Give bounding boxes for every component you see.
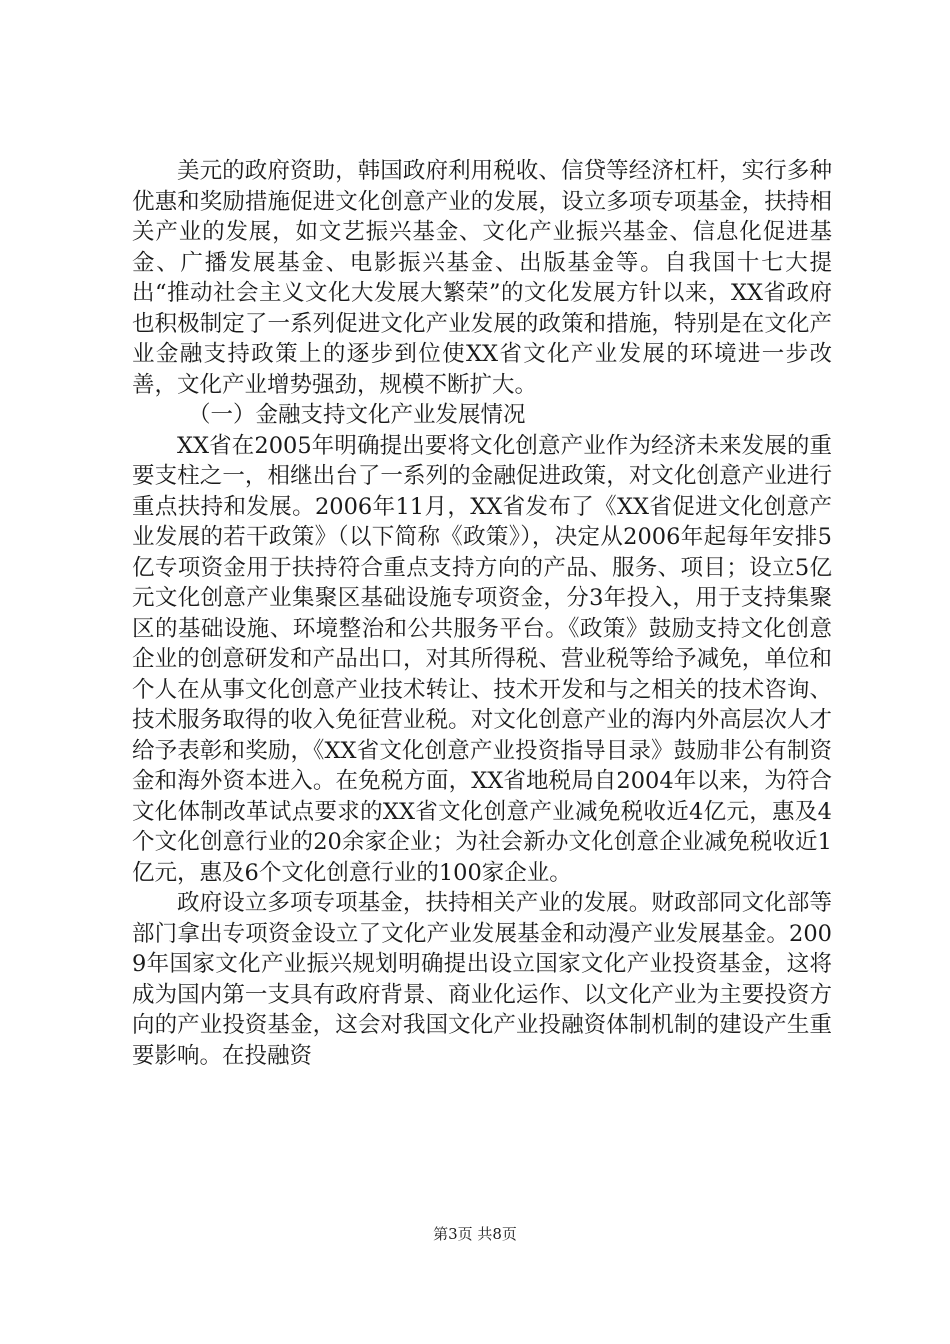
page-footer: 第3页 共8页: [433, 1225, 517, 1243]
paragraph-provincial-policy: XX省在2005年明确提出要将文化创意产业作为经济未来发展的重要支柱之一，相继出台了一系列的金融促进政策，对文化创意产业进行重点扶持和发展。2006年11月，XX省发布了《XX省促进文化创意产业发展的若干政策》（以下简称《政策》），决定从2006年起每年安排5亿专项资金用于扶持符合重点支持方向的产品、服务、项目；设立5亿元文化创意产业集聚区基础设施专项资金，分3年投入，用于支持集聚区的基础设施、环境整治和公共服务平台。《政策》鼓励支持文化创意企业的创意研发和产品出口，对其所得税、营业税等给予减免，单位和个人在从事文化创意产业技术转让、技术开发和与之相关的技术咨询、技术服务取得的收入免征营业税。对文化创意产业的海内外高层次人才给予表彰和奖励，《XX省文化创意产业投资指导目录》鼓励非公有制资金和海外资本进入。在免税方面，XX省地税局自2004年以来，为符合文化体制改革试点要求的XX省文化创意产业减免税收近4亿元，惠及4个文化创意行业的20余家企业；为社会新办文化创意企业减免税收近1亿元，惠及6个文化创意行业的100家企业。: [132, 432, 832, 886]
paragraph-korea-funds: 美元的政府资助，韩国政府利用税收、信贷等经济杠杆，实行多种优惠和奖励措施促进文化创意产业的发展，设立多项专项基金，扶持相关产业的发展，如文艺振兴基金、文化产业振兴基金、信息化促进基金、广播发展基金、电影振兴基金、出版基金等。自我国十七大提出“推动社会主义文化大发展大繁荣”的文化发展方针以来，XX省政府也积极制定了一系列促进文化产业发展的政策和措施，特别是在文化产业金融支持政策上的逐步到位使XX省文化产业发展的环境进一步改善，文化产业增势强劲，规模不断扩大。: [132, 158, 832, 398]
paragraph-special-funds: 政府设立多项专项基金，扶持相关产业的发展。财政部同文化部等部门拿出专项资金设立了文化产业发展基金和动漫产业发展基金。2009年国家文化产业振兴规划明确提出设立国家文化产业投资基金，这将成为国内第一支具有政府背景、商业化运作、以文化产业为主要投资方向的产业投资基金，这会对我国文化产业投融资体制机制的建设产生重要影响。在投融资: [132, 890, 832, 1069]
document-body: [132, 156, 832, 1071]
section-heading: （一）金融支持文化产业发展情况: [188, 402, 526, 428]
